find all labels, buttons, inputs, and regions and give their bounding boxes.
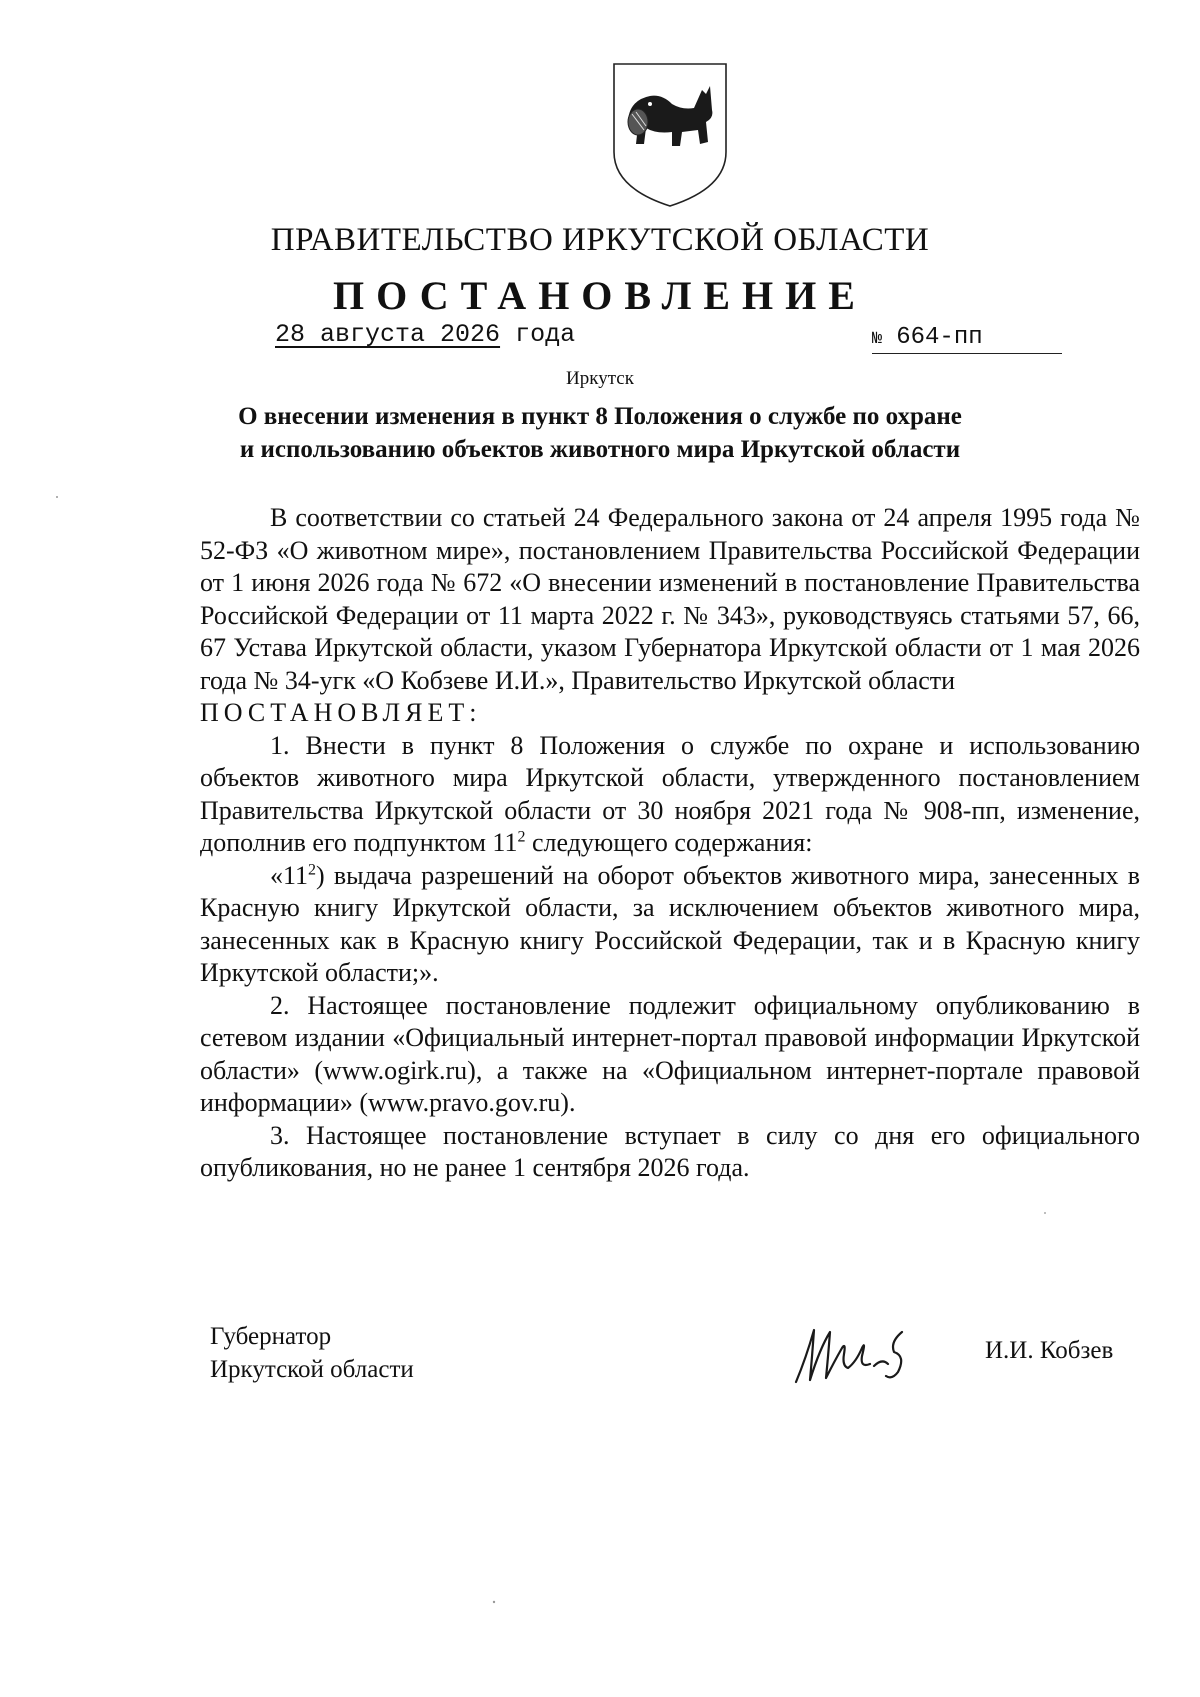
position-line-1: Губернатор (210, 1323, 332, 1350)
date-value: 28 августа 2026 (275, 320, 501, 349)
item-3-paragraph: 3. Настоящее постановление вступает в силу со дня его официального опубликования, но не ранее 1 сентября 2026 года. (200, 1120, 1140, 1182)
number-value: 664-пп (896, 324, 983, 351)
handwritten-signature-icon (790, 1318, 950, 1390)
city: Иркутск (566, 368, 634, 389)
item-1-text-end: следующего содержания: (525, 828, 813, 857)
item-2-paragraph: 2. Настоящее постановление подлежит официальному опубликованию в сетевом издании «Официальный интернет-портал правовой информации Иркутской области» (www.ogirk.ru), а также на «Официальном интернет-портале правовой информации» (www.pravo.gov.ru). (200, 990, 1140, 1117)
number-sign: № (872, 330, 883, 349)
item-1-superscript: 2 (517, 828, 526, 846)
item-1-text: 1. Внести в пункт 8 Положения о службе по охране и использованию объектов животного мира Иркутской области, утвержденного постановлением Правительства Иркутской области от 30 ноября 2021 года № 908-пп, изменение, дополнив его подпунктом 11 (200, 730, 1140, 857)
subject-line-1: О внесении изменения в пункт 8 Положения о службе по охране (238, 403, 962, 430)
document-number (872, 324, 1062, 354)
date-suffix: года (515, 320, 576, 349)
irkutsk-coat-of-arms-icon (610, 60, 730, 210)
item-1-paragraph (200, 730, 1140, 860)
quote-start: «11 (270, 860, 309, 890)
resolves-heading: ПОСТАНОВЛЯЕТ: (200, 698, 482, 727)
subject-line-2: и использованию объектов животного мира Иркутской области (239, 436, 961, 463)
signatory-position (210, 1320, 414, 1386)
quote-superscript: 2 (308, 860, 317, 878)
preamble-paragraph: В соответствии со статьей 24 Федерального закона от 24 апреля 1995 года № 52-ФЗ «О животном мире», постановлением Правительства Российской Федерации от 1 июня 2026 года № 672 «О внесении изменений в постановление Правительства Российской Федерации от 11 марта 2022 г. № 343», руководствуясь статьями 57, 66, 67 Устава Иркутской области, указом Губернатора Иркутской области от 1 мая 2026 года № 34-угк «О Кобзеве И.И.», Правительство Иркутской области (200, 503, 1140, 695)
document-type: ПОСТАНОВЛЕНИЕ (333, 273, 867, 318)
document-body (200, 502, 1140, 1185)
document-date (275, 320, 575, 349)
quote-text: ) выдача разрешений на оборот объектов животного мира, занесенных в Красную книгу Иркутской области, за исключением объектов животного мира, занесенных как в Красную книгу Российской Федерации, так и в Красную книгу Иркутской области;». (200, 860, 1140, 987)
quoted-subitem-paragraph (200, 860, 1140, 990)
government-title: ПРАВИТЕЛЬСТВО ИРКУТСКОЙ ОБЛАСТИ (270, 222, 930, 258)
signatory-name: И.И. Кобзев (985, 1337, 1114, 1364)
position-line-2: Иркутской области (210, 1356, 414, 1383)
document-subject (0, 400, 1200, 466)
